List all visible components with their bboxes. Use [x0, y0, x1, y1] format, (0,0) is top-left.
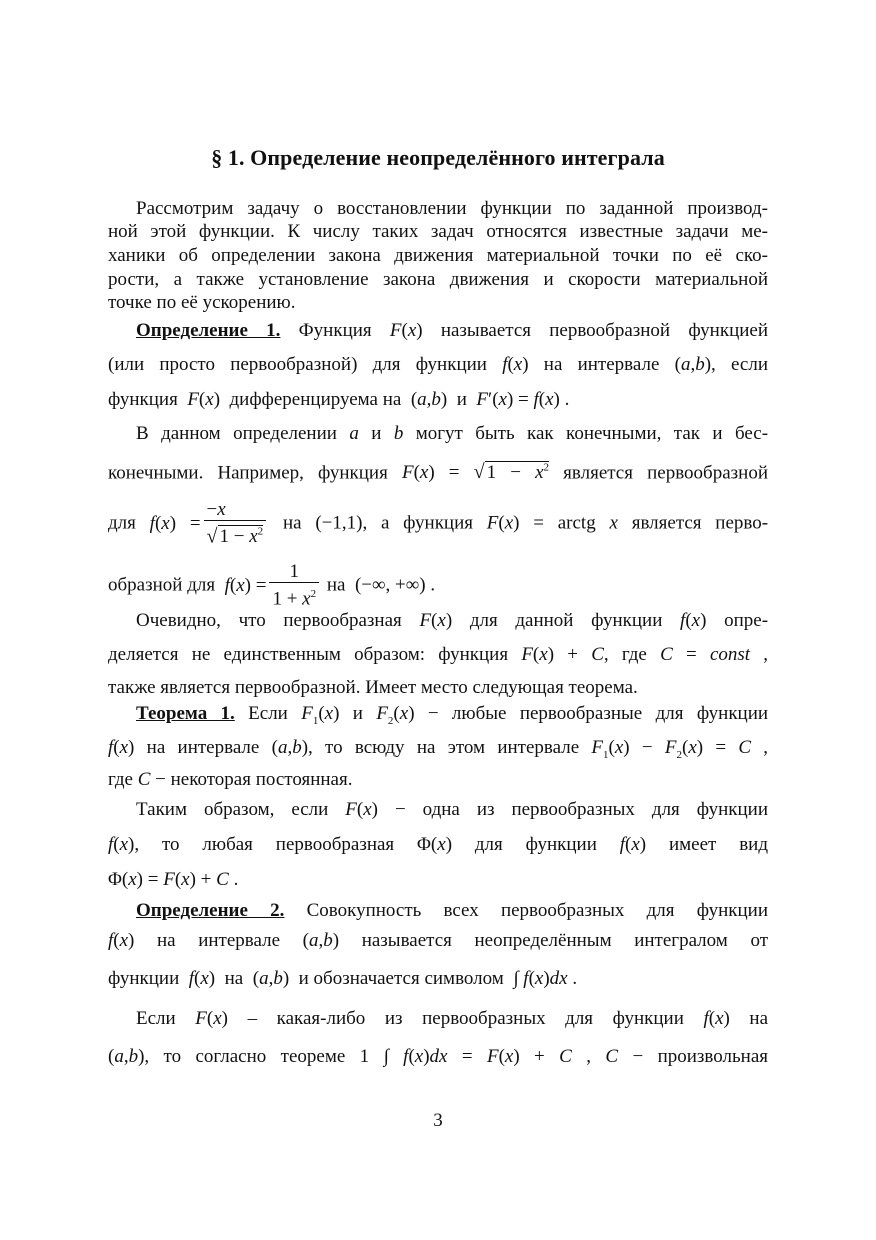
text: Если: [136, 1008, 176, 1029]
formula-F-of-x: F(x): [389, 320, 423, 341]
text: − произвольная: [632, 1046, 768, 1067]
text: на: [224, 968, 244, 989]
formula-F-of-x: F(x): [187, 389, 225, 410]
formula-C-const: C = const ,: [660, 644, 769, 665]
last-line-1: [108, 1008, 768, 1030]
var-C: C: [605, 1046, 619, 1067]
intro-line-2: ной этой функции. К числу таких задач относятся известные задачи ме-: [108, 221, 768, 242]
formula-F-arctg: F(x) = arctg x: [486, 512, 618, 534]
text: − любые первообразные для функции: [427, 703, 769, 724]
formula-f-of-x: f(x), то любая первообразная: [108, 834, 395, 855]
formula-interval-minus1-1: (−1,1), а функция: [315, 512, 473, 534]
formula-f-of-x: f(x): [619, 834, 647, 855]
example-line-2: [108, 457, 768, 484]
formula-F-of-x: F(x): [345, 799, 378, 820]
text: на: [326, 574, 346, 596]
text: и обозначается символом: [298, 968, 504, 989]
intro-line-4: рости, а также установление закона движения и скорости материальной: [108, 269, 768, 290]
text: − одна из первообразных для функции: [394, 799, 768, 820]
text: называется неопределённым интегралом от: [361, 930, 768, 951]
theorem-1-line-3: [108, 769, 768, 791]
formula-derivative-equation: F′(x) = f(x) .: [476, 389, 570, 410]
text: на: [282, 512, 302, 534]
formula-F2: $F_2(x)$: [376, 703, 415, 727]
text: для данной функции: [469, 610, 663, 631]
formula-F-sqrt: F(x) = √ $1 - x^2$: [401, 461, 550, 484]
text: могут быть как конечными, так и бес-: [415, 423, 769, 444]
definition-1-line-1: [108, 320, 768, 342]
formula-integral-symbol: ∫ f(x)dx .: [508, 968, 578, 989]
formula-interval-infinity: (−∞, +∞) .: [350, 574, 436, 596]
text: и: [371, 423, 382, 444]
text: опре-: [724, 610, 769, 631]
text: на: [749, 1008, 769, 1029]
const: const: [709, 644, 751, 665]
text: называется первообразной функцией: [440, 320, 769, 341]
definition-2-line-1: [108, 900, 768, 922]
text: является перво-: [631, 512, 769, 534]
text: , где: [603, 644, 647, 665]
formula-f-of-x: f(x): [502, 354, 529, 375]
text: − некоторая постоянная.: [155, 769, 353, 790]
formula-interval-ab: (a,b), то всюду на этом интервале: [271, 737, 580, 758]
text: на интервале: [157, 930, 281, 951]
text: функция: [108, 389, 178, 410]
text: образной для: [108, 574, 216, 596]
definition-1-line-3: [108, 389, 768, 411]
formula-f-of-x: f(x): [188, 968, 220, 989]
text: , то всюду на этом интервале: [308, 737, 580, 758]
arctg: arctg: [557, 512, 596, 534]
theorem-1-label: Теорема 1.: [136, 703, 235, 724]
text: , то любая первообразная: [134, 834, 395, 855]
thus-line-3: [108, 869, 768, 891]
thus-line-1: [108, 799, 768, 821]
text: Совокупность всех первообразных для функции: [306, 900, 768, 921]
text: и: [352, 703, 363, 724]
text: Если: [248, 703, 288, 724]
text: В данном определении: [136, 423, 337, 444]
text: деляется не единственным образом: функция: [108, 644, 509, 665]
formula-interval-ab: (a,b), если: [674, 354, 768, 375]
text: Очевидно, что первообразная: [136, 610, 402, 631]
formula-f-fraction: f(x) = $\frac{1}{1 + x^2}$: [220, 575, 322, 596]
formula-Phi-of-x: Φ(x): [417, 834, 453, 855]
text: где: [108, 769, 133, 790]
formula-integral-equation: ∫ f(x)dx = F(x) + C ,: [383, 1046, 591, 1067]
formula-F1: $F_1(x)$: [301, 703, 340, 727]
text: функции: [108, 968, 180, 989]
definition-2-line-3: [108, 968, 768, 990]
formula-f-of-x: f(x): [108, 930, 135, 951]
formula-interval-ab: (a,b): [302, 930, 340, 951]
formula-f-of-x: f(x): [680, 610, 707, 631]
thus-line-2: [108, 834, 768, 856]
var-a: a: [349, 423, 359, 444]
definition-2-line-2: [108, 930, 768, 952]
formula-f-fraction-sqrt: f(x) = $\frac{-x}{√ 1 - x^2}$: [150, 513, 270, 534]
section-title: § 1. Определение неопределённого интеграла: [211, 145, 665, 170]
text: (или просто первообразной) для функции: [108, 354, 487, 375]
text: на интервале: [146, 737, 260, 758]
theorem-1-line-1: [108, 703, 768, 732]
intro-line-3: ханики об определении закона движения материальной точки по её ско-: [108, 245, 768, 266]
definition-1-label: Определение 1.: [136, 320, 281, 341]
obvious-line-1: [108, 610, 768, 632]
page-number: 3: [433, 1110, 443, 1131]
definition-2-label: Определение 2.: [136, 900, 285, 921]
example-line-1: [108, 423, 768, 445]
text: Функция: [298, 320, 372, 341]
text: дифференцируема на: [229, 389, 402, 410]
text: для функции: [474, 834, 597, 855]
text: конечными. Например, функция: [108, 462, 388, 484]
formula-F-of-x: F(x): [419, 610, 453, 631]
formula-interval-ab: (a,b): [247, 968, 294, 989]
formula-interval-ab: (a,b), то согласно теореме 1: [108, 1046, 370, 1067]
var-C: C: [137, 769, 151, 790]
example-line-3: [108, 500, 768, 548]
example-line-4: [108, 562, 768, 610]
formula-F-of-x: F(x): [195, 1008, 228, 1029]
text: , а функция: [362, 512, 473, 534]
intro-line-1: Рассмотрим задачу о восстановлении функции по заданной производ-: [136, 198, 768, 219]
theorem-1-line-2: [108, 737, 768, 766]
formula-interval-ab: (a,b): [406, 389, 452, 410]
formula-F-plus-C: F(x) + C, где: [521, 644, 647, 665]
text: , то согласно теореме 1: [144, 1046, 370, 1067]
definition-1-line-2: [108, 354, 768, 376]
text: на интервале: [543, 354, 660, 375]
intro-line-5: точке по её ускорению.: [108, 292, 296, 313]
text: – какая-либо из первообразных для функции: [247, 1008, 684, 1029]
formula-F1-minus-F2: $F_1(x) - F_2(x) = C$ ,: [591, 737, 769, 761]
formula-f-of-x: f(x): [108, 737, 135, 758]
text: имеет вид: [668, 834, 768, 855]
text: , если: [711, 354, 768, 375]
formula-Phi-equals: Φ(x) = F(x) + C .: [108, 869, 239, 890]
text: и: [456, 389, 467, 410]
last-line-2: [108, 1046, 768, 1068]
text: Таким образом, если: [136, 799, 329, 820]
text: для: [108, 512, 136, 534]
formula-f-of-x: f(x): [703, 1008, 730, 1029]
var-b: b: [393, 423, 404, 444]
obvious-line-2: [108, 644, 768, 666]
obvious-line-3: также является первообразной. Имеет место следующая теорема.: [108, 677, 638, 698]
text: является первообразной: [563, 462, 768, 484]
